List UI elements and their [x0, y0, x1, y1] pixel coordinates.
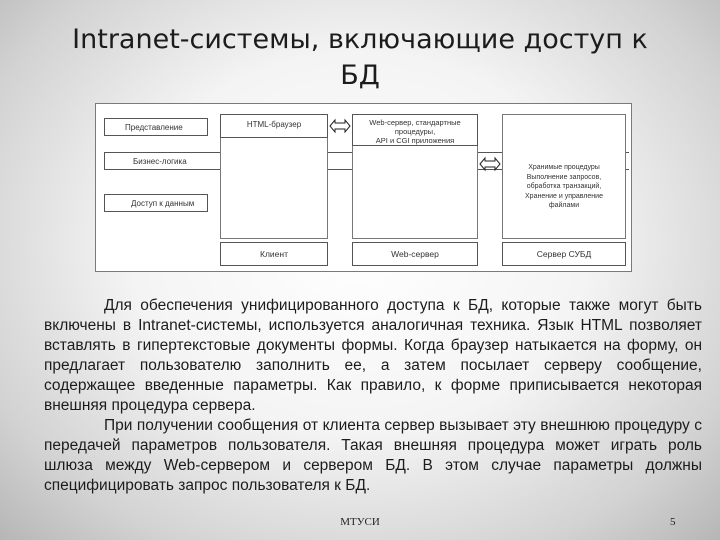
client-bottom-box [220, 242, 328, 266]
layer-business-logic-label: Бизнес-логика [133, 157, 187, 166]
layer-presentation [104, 118, 208, 136]
layer-presentation-label: Представление [125, 123, 183, 132]
paragraph-2: При получении сообщения от клиента сервер вызывает эту внешнюю процедуру с передачей параметров пользователя. Такая внешняя процедура может играть роль шлюза между Web-сервером и сервером БД. В этом случае параметры должны специфицировать запрос пользователя к БД. [44, 417, 702, 494]
db-top-line-5: файлами [548, 202, 580, 209]
db-top-line-1: Хранимые процедуры [528, 164, 600, 171]
web-top-line-1: Web-сервер, стандартные [369, 118, 461, 127]
layer-data-access [104, 194, 208, 212]
web-top-box [352, 114, 478, 146]
slide-title-line-2: БД [340, 60, 380, 91]
db-top-line-2: Выполнение запросов, [526, 173, 602, 181]
slide-title-line-1: Intranet-системы, включающие доступ к [72, 24, 648, 55]
client-bottom-label: Клиент [260, 249, 288, 259]
footer-org: МТУСИ [340, 516, 380, 528]
page-number: 5 [670, 516, 676, 528]
layer-data-access-label: Доступ к данным [131, 199, 195, 208]
db-bottom-box [502, 242, 626, 266]
architecture-diagram [95, 103, 632, 272]
db-bottom-label: Сервер СУБД [536, 249, 592, 259]
double-arrow-icon [479, 156, 501, 172]
db-top-box [502, 160, 626, 212]
web-top-line-2: процедуры, [394, 127, 436, 136]
client-top-label: HTML-браузер [246, 120, 302, 129]
web-top-line-3: API и CGI приложения [375, 136, 455, 145]
db-top-line-4: Хранение и управление [525, 192, 603, 200]
web-bottom-box [352, 242, 478, 266]
client-top-box [220, 114, 328, 138]
paragraph-1: Для обеспечения унифицированного доступа к БД, которые также могут быть включены в Intranet-системы, используется аналогичная техника. Язык HTML позволяет вставлять в гипертекстовые документы формы. Когда браузер натыкается на форму, он предлагает пользователю заполнить ее, а затем посылает серверу сообщение, содержащее введенные параметры. Как правило, к форме приписывается некоторая внешняя процедура сервера. [44, 297, 702, 414]
double-arrow-icon [329, 118, 351, 134]
db-top-line-3: обработка транзакций, [526, 183, 602, 190]
body-text [44, 296, 702, 496]
web-bottom-label: Web-сервер [391, 249, 439, 259]
